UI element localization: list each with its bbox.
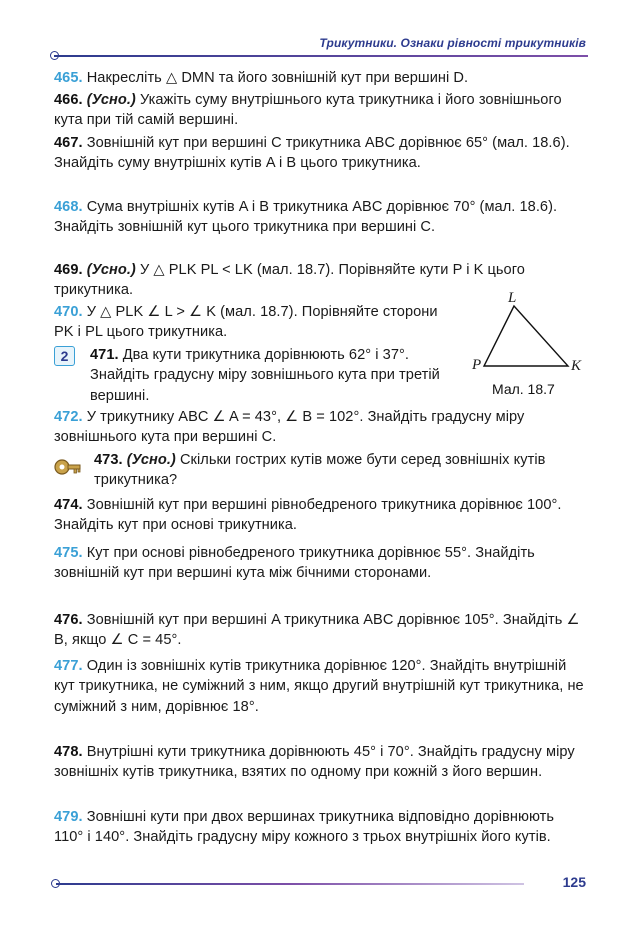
header-rule [54,55,588,57]
problem-number: 473. [94,452,123,468]
problem-number: 465. [54,70,83,86]
figure-caption: Мал. 18.7 [492,381,555,397]
oral-marker: (Усно.) [126,452,176,468]
problem-number: 471. [90,347,119,363]
problem-474 [54,495,584,536]
problem-text: Два кути трикутника дорівнюють 62° і 37°. Знайдіть градусну міру зовнішнього кута при третій вершині. [90,347,440,404]
problem-476 [54,610,584,651]
problem-473 [94,450,584,491]
problem-number: 479. [54,809,83,825]
problem-number: 477. [54,658,83,674]
problem-text: Зовнішні кути при двох вершинах трикутника відповідно дорівнюють 110° і 140°. Знайдіть градусну міру кожного з трьох внутрішніх його кутів. [54,809,555,846]
problem-text: Сума внутрішніх кутів A і B трикутника ABC дорівнює 70° (мал. 18.6). Знайдіть зовнішній кут цього трикутника при вершині C. [54,199,558,236]
header-title: Трикутники. Ознаки рівності трикутників [319,36,586,50]
problem-475 [54,543,584,584]
problem-467 [54,133,584,174]
vertex-label-k: K [571,358,582,374]
vertex-label-l: L [508,290,517,306]
problem-number: 466. [54,92,83,108]
problem-470 [54,302,454,343]
problem-text: У △ PLK PL < LK (мал. 18.7). Порівняйте кути P і K цього трикутника. [54,262,525,299]
problem-number: 467. [54,135,83,151]
problem-number: 478. [54,744,83,760]
problem-471 [90,345,460,406]
page-number: 125 [562,874,586,890]
problem-number: 476. [54,612,83,628]
problem-472 [54,407,584,448]
problem-468 [54,197,584,238]
problem-number: 470. [54,304,83,320]
triangle-plk [484,306,568,366]
problem-text: Зовнішній кут при вершині A трикутника ABC дорівнює 105°. Знайдіть ∠ B, якщо ∠ C = 45°. [54,612,580,649]
problem-text: У △ PLK ∠ L > ∠ K (мал. 18.7). Порівняйте сторони PK і PL цього трикутника. [54,304,438,341]
problem-465 [54,68,584,88]
problem-number: 474. [54,497,83,513]
problem-text: Один із зовнішніх кутів трикутника дорівнює 120°. Знайдіть внутрішній кут трикутника, не суміжний з ним, якщо другий внутрішній кут трикутника, не суміжний з ним, дорівнює 18°. [54,658,584,715]
problem-text: У трикутнику ABC ∠ A = 43°, ∠ B = 102°. Знайдіть градусну міру зовнішнього кута при вершині C. [54,409,525,446]
problem-text: Укажіть суму внутрішнього кута трикутника і його зовнішнього кута при тій самій вершині. [54,92,562,129]
problem-number: 469. [54,262,83,278]
problem-number: 472. [54,409,83,425]
oral-marker: (Усно.) [86,262,136,278]
problem-text: Внутрішні кути трикутника дорівнюють 45° і 70°. Знайдіть градусну міру зовнішніх кутів трикутника, взятих по одному при кожній з його вершин. [54,744,575,781]
problem-477 [54,656,584,717]
page-header [0,0,638,62]
problem-text: Кут при основі рівнобедреного трикутника дорівнює 55°. Знайдіть зовнішній кут при вершині кута між бічними сторонами. [54,545,535,582]
key-icon [52,452,82,482]
problem-text: Зовнішній кут при вершині рівнобедреного трикутника дорівнює 100°. Знайдіть кут при основі трикутника. [54,497,562,534]
problem-number: 468. [54,199,83,215]
problem-478 [54,742,584,783]
level-2-badge: 2 [54,346,75,366]
problem-number: 475. [54,545,83,561]
oral-marker: (Усно.) [86,92,136,108]
problem-466 [54,90,584,131]
footer-rule [56,883,524,885]
vertex-label-p: P [472,357,482,373]
problem-text: Зовнішній кут при вершині C трикутника ABC дорівнює 65° (мал. 18.6). Знайдіть суму внутрішніх кутів A і B цього трикутника. [54,135,570,172]
problem-text: Скільки гострих кутів може бути серед зовнішніх кутів трикутника? [94,452,546,489]
problem-text: Накресліть △ DMN та його зовнішній кут при вершині D. [86,70,469,86]
problem-479 [54,807,584,848]
